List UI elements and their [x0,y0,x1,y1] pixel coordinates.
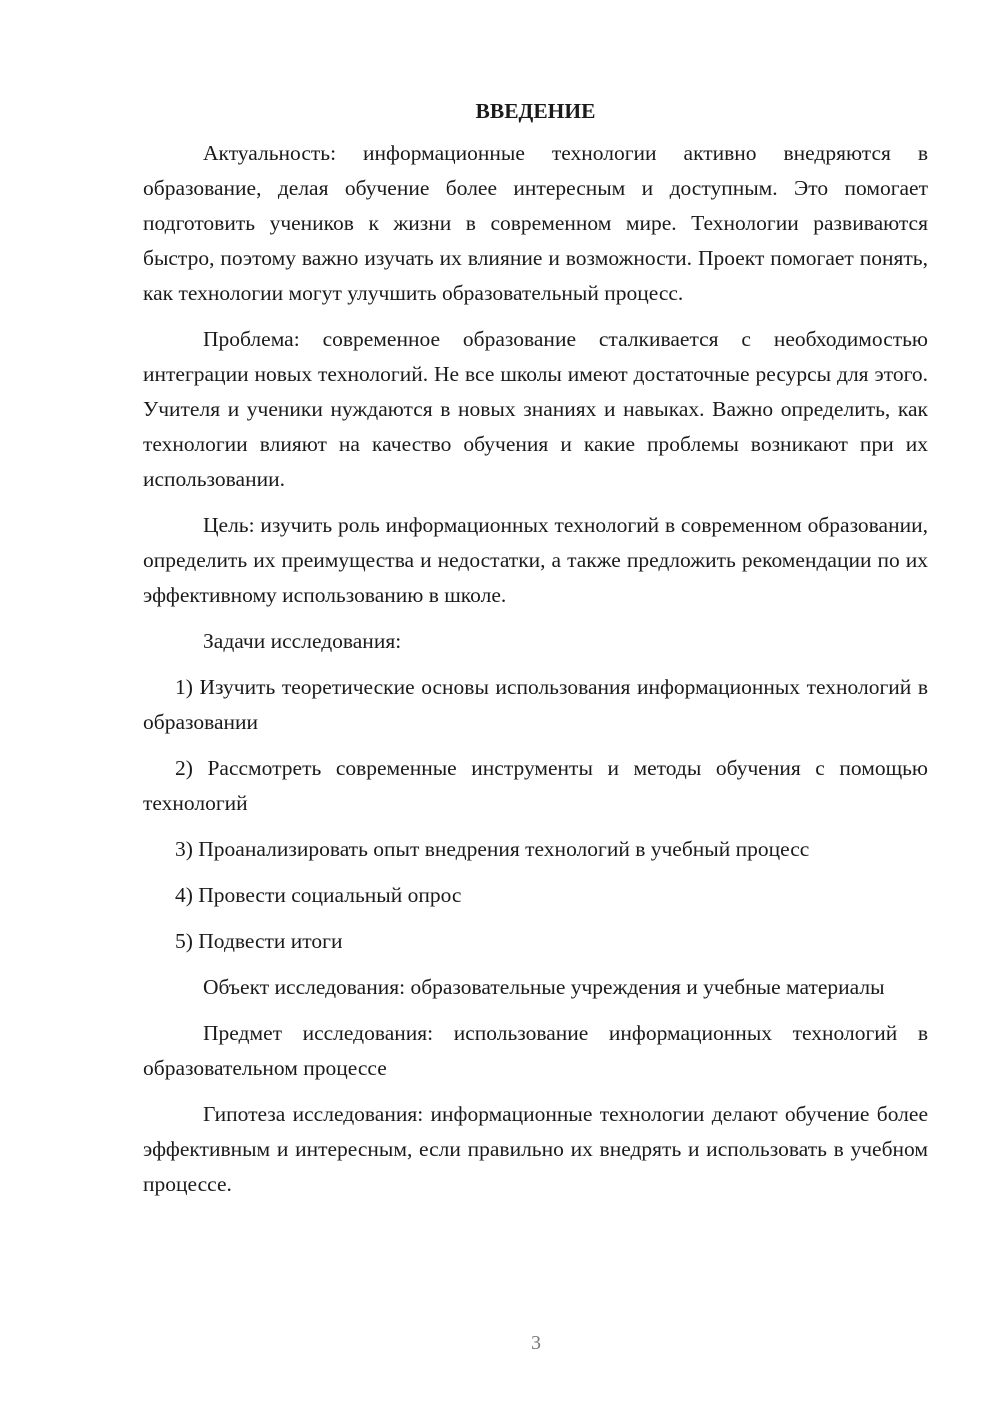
task-item-3: 3) Проанализировать опыт внедрения технологий в учебный процесс [175,837,810,861]
tasks-heading: Задачи исследования: [203,629,402,653]
page-number: 3 [531,1332,541,1354]
task-item-5: 5) Подвести итоги [175,929,343,953]
paragraph-subject: Предмет исследования: использование информационных технологий в образовательном процессе [143,1021,928,1080]
document-page [143,96,928,1213]
document-title: ВВЕДЕНИЕ [475,99,596,123]
task-item-2: 2) Рассмотреть современные инструменты и методы обучения с помощью технологий [143,756,928,815]
paragraph-goal: Цель: изучить роль информационных технологий в современном образовании, определить их преимущества и недостатки, а также предложить рекомендации по их эффективному использованию в школе. [143,513,928,607]
paragraph-hypothesis: Гипотеза исследования: информационные технологии делают обучение более эффективным и интересным, если правильно их внедрять и использовать в учебном процессе. [143,1102,928,1196]
paragraph-relevance: Актуальность: информационные технологии активно внедряются в образование, делая обучение более интересным и доступным. Это помогает подготовить учеников к жизни в современном мире. Технологии развиваются быстро, поэтому важно изучать их влияние и возможности. Проект помогает понять, как технологии могут улучшить образовательный процесс. [143,141,928,305]
paragraph-object: Объект исследования: образовательные учреждения и учебные материалы [203,975,885,999]
task-item-1: 1) Изучить теоретические основы использования информационных технологий в образовании [143,675,928,734]
paragraph-problem: Проблема: современное образование сталкивается с необходимостью интеграции новых технологий. Не все школы имеют достаточные ресурсы для этого. Учителя и ученики нуждаются в новых знаниях и навыках. Важно определить, как технологии влияют на качество обучения и какие проблемы возникают при их использовании. [143,327,928,491]
task-item-4: 4) Провести социальный опрос [175,883,462,907]
